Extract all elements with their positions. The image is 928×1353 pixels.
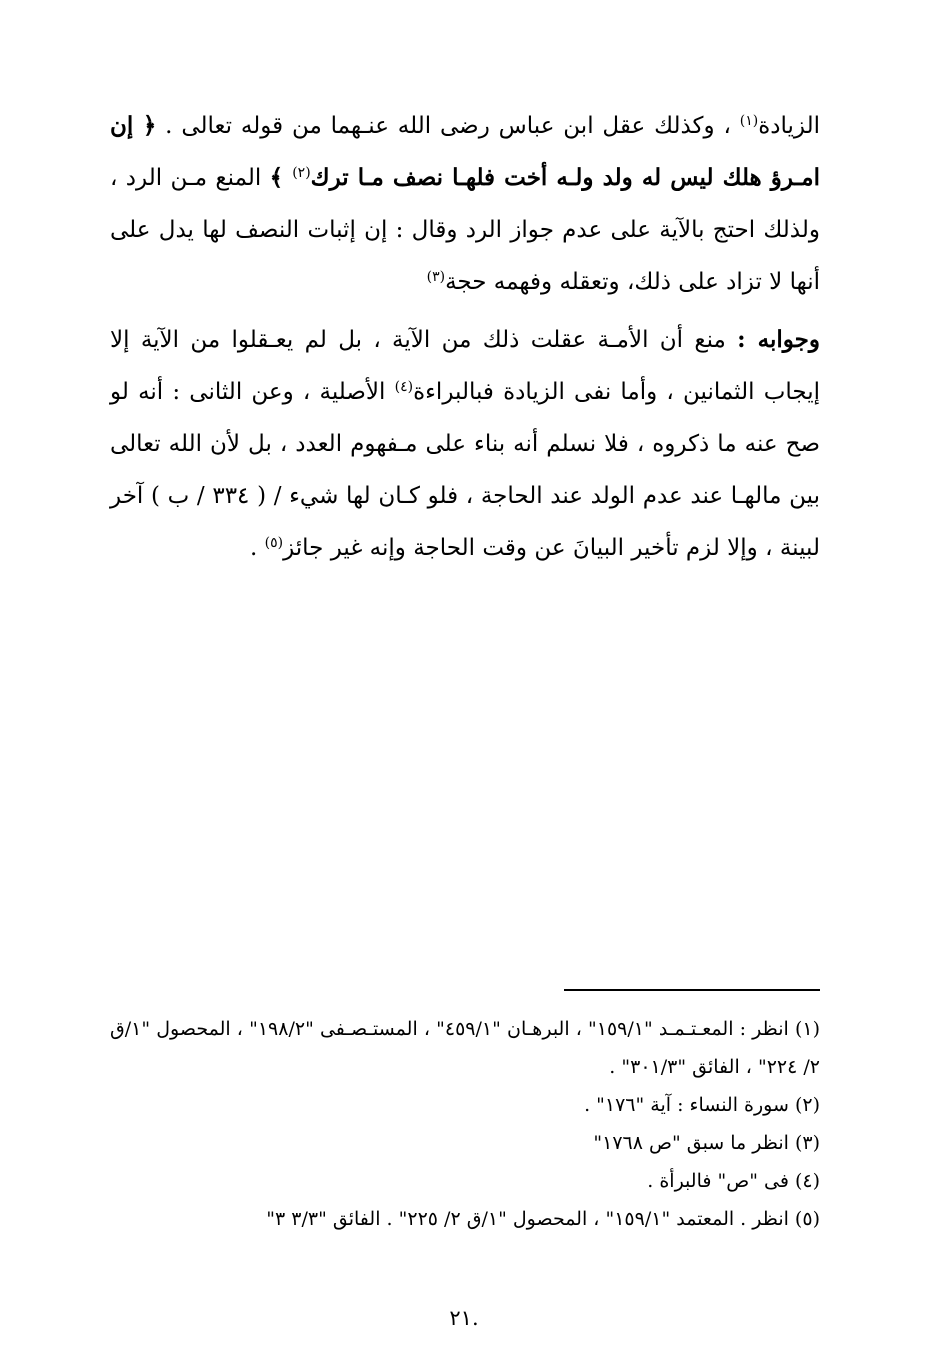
footnote-reference: (٥) bbox=[264, 535, 284, 551]
footnote-reference: (١) bbox=[739, 113, 759, 129]
main-text bbox=[110, 100, 820, 574]
body-text-run: ، وكذلك عقل ابن عباس رضى الله عنـهما من قوله تعالى . bbox=[156, 113, 740, 139]
footnote-5: (٥) انظر . المعتمد "١٥٩/١" ، المحصول "١/ق ٢/ ٢٢٥" . الفائق "٣/٣ ٣" bbox=[266, 1208, 820, 1230]
paragraph-1 bbox=[110, 100, 820, 308]
bold-text-run: ﴾ bbox=[269, 164, 293, 191]
paragraph-2 bbox=[110, 314, 820, 574]
body-text-run: الأصلية ، وعن الثانى : أنه لو صح عنه ما ذكروه ، فلا نسلم أنه بناء على مـفهوم العدد ، بل لأن الله تعالى بين مالهـا عند عدم الولد عند الحاجة ، فلو كـان لها شيء / ( ٣٣٤ / ب ) آخر لبينة ، وإلا لزم تأخير البيانَ عن وقت الحاجة وإنه غير جائز bbox=[110, 379, 821, 561]
footnote-2: (٢) سورة النساء : آية "١٧٦" . bbox=[584, 1094, 820, 1116]
footnote-reference: (٤) bbox=[394, 379, 414, 395]
page-number: ٢١. bbox=[449, 1306, 479, 1330]
body-text-run: منع أن الأمـة عقلت ذلك من الآية ، بل لم يعـقلوا من الآية إلا إيجاب الثمانين ، وأما نفى الزيادة فبالبراءة bbox=[110, 327, 820, 405]
footnote-reference: (٣) bbox=[426, 269, 446, 285]
bold-text-run: وجوابه : bbox=[737, 326, 820, 353]
body-text-run: الزيادة bbox=[758, 113, 820, 139]
footnote-reference: (٢) bbox=[292, 165, 311, 181]
footnote-4: (٤) فى "ص" فالبرأة . bbox=[647, 1170, 820, 1192]
footnotes-list bbox=[110, 1010, 820, 1238]
footnote-3: (٣) انظر ما سبق "ص ١٧٦٨" bbox=[593, 1132, 820, 1154]
body-text-run: المنع مـن الرد ، ولذلك احتج بالآية على عدم جواز الرد وقال : إن إثبات النصف لها يدل على أنها لا تزاد على ذلك، وتعقله وفهمه حجة bbox=[110, 165, 820, 295]
body-text-run: . bbox=[249, 535, 265, 561]
footnote-1: (١) انظر : المعـتـمـد "١٥٩/١" ، البرهـان "٤٥٩/١" ، المستـصـفى "١٩٨/٢" ، المحصول "١/ق ٢/ ٢٢٤" ، الفائق "٣٠١/٣" . bbox=[110, 1018, 820, 1078]
bold-text-run: ﴿ إن امـرؤ هلك ليس له ولد ولـه أخت فلهـا نصف مـا ترك bbox=[110, 112, 820, 191]
footnote-divider bbox=[564, 989, 820, 991]
